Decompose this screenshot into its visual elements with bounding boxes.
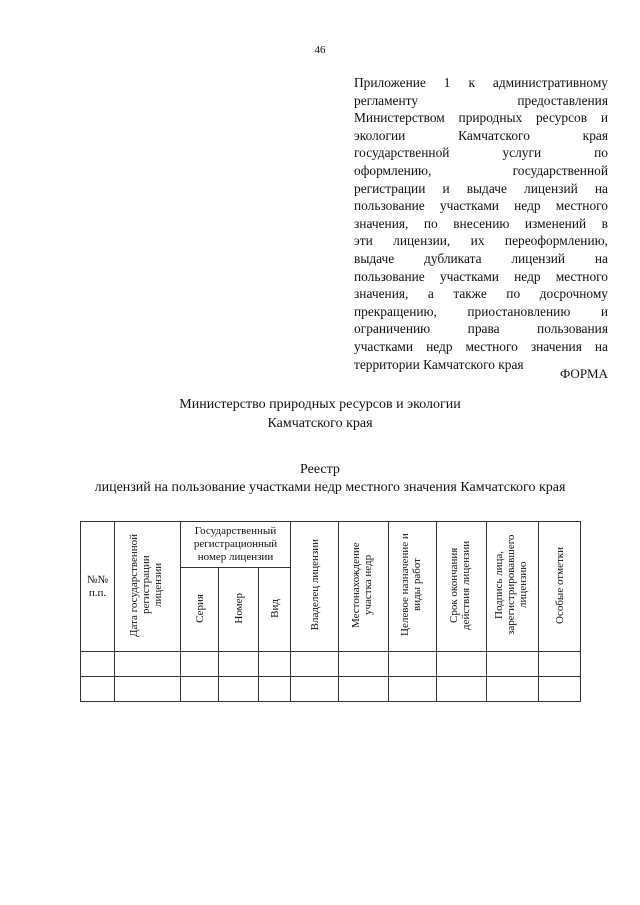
table-cell — [539, 677, 581, 702]
appendix-line: участками недр местного значения на — [354, 338, 608, 354]
organization-line: Камчатского края — [267, 416, 373, 431]
table-cell — [81, 652, 115, 677]
appendix-line: ограничению права пользования — [354, 321, 608, 337]
appendix-note — [354, 74, 608, 373]
header-number-sub — [219, 568, 259, 652]
header-holder — [291, 522, 339, 652]
header-date-label: Дата государственной регистрации лицензии — [127, 533, 164, 637]
table-row — [81, 652, 581, 677]
header-notes — [539, 522, 581, 652]
header-type — [259, 568, 291, 652]
organization-heading — [0, 395, 640, 433]
table-cell — [219, 652, 259, 677]
table-cell — [115, 677, 181, 702]
appendix-line: регистрации и выдаче лицензий на — [354, 180, 608, 196]
header-notes-label: Особые отметки — [553, 546, 566, 624]
appendix-line: Министерством природных ресурсов и — [354, 110, 608, 126]
appendix-line: регламенту предоставления — [354, 92, 608, 108]
header-date — [115, 522, 181, 652]
table-cell — [219, 677, 259, 702]
header-number-label: №№ п.п. — [87, 573, 108, 599]
header-purpose — [389, 522, 437, 652]
table-cell — [487, 677, 539, 702]
table-cell — [181, 652, 219, 677]
header-reg-number-group — [181, 522, 291, 568]
header-series-label: Серия — [193, 593, 206, 623]
header-type-label: Вид — [268, 598, 281, 618]
appendix-line: пользование участками недр местного — [354, 198, 608, 214]
table-cell — [291, 652, 339, 677]
table-cell — [437, 652, 487, 677]
table-row — [81, 677, 581, 702]
appendix-line: территории Камчатского края — [354, 356, 524, 372]
header-number-sub-label: Номер — [232, 592, 245, 624]
header-reg-number-label: Государственный регистрационный номер лицензии — [193, 525, 278, 563]
table-cell — [339, 677, 389, 702]
table-cell — [339, 652, 389, 677]
appendix-line: значения, а также по досрочному — [354, 286, 608, 302]
table-cell — [291, 677, 339, 702]
appendix-line: экологии Камчатского края — [354, 127, 608, 143]
table-cell — [437, 677, 487, 702]
table-cell — [487, 652, 539, 677]
appendix-line: эти лицензии, их переоформлению, — [354, 233, 608, 249]
table-cell — [81, 677, 115, 702]
appendix-line: пользование участками недр местного — [354, 268, 608, 284]
header-number — [81, 522, 115, 652]
registry-title: Реестр — [300, 462, 340, 477]
appendix-line: государственной услуги по — [354, 145, 608, 161]
registry-subtitle: лицензий на пользование участками недр местного значения Камчатского края — [94, 480, 566, 495]
table-cell — [259, 652, 291, 677]
table-cell — [115, 652, 181, 677]
page-number: 46 — [314, 44, 326, 56]
appendix-line: прекращению, приостановлению и — [354, 303, 608, 319]
form-label: ФОРМА — [560, 366, 608, 381]
table-cell — [389, 652, 437, 677]
header-holder-label: Владелец лицензии — [308, 539, 321, 631]
appendix-line: оформлению, государственной — [354, 162, 608, 178]
header-purpose-label: Целевое назначение и виды работ — [398, 533, 423, 637]
header-location — [339, 522, 389, 652]
header-location-label: Местонахождение участка недр — [349, 542, 374, 628]
header-signature — [487, 522, 539, 652]
header-series — [181, 568, 219, 652]
appendix-line: выдаче дубликата лицензий на — [354, 250, 608, 266]
appendix-line: значения, по внесению изменений в — [354, 215, 608, 231]
table-cell — [181, 677, 219, 702]
header-expiry — [437, 522, 487, 652]
organization-line: Министерство природных ресурсов и экологии — [179, 397, 461, 412]
appendix-line: Приложение 1 к административному — [354, 75, 608, 90]
table-cell — [389, 677, 437, 702]
registry-table — [80, 521, 581, 702]
table-cell — [259, 677, 291, 702]
table-cell — [539, 652, 581, 677]
header-signature-label: Подпись лица, зарегистрировавшего лицензию — [492, 534, 529, 636]
header-expiry-label: Срок окончания действия лицензии — [447, 540, 472, 630]
